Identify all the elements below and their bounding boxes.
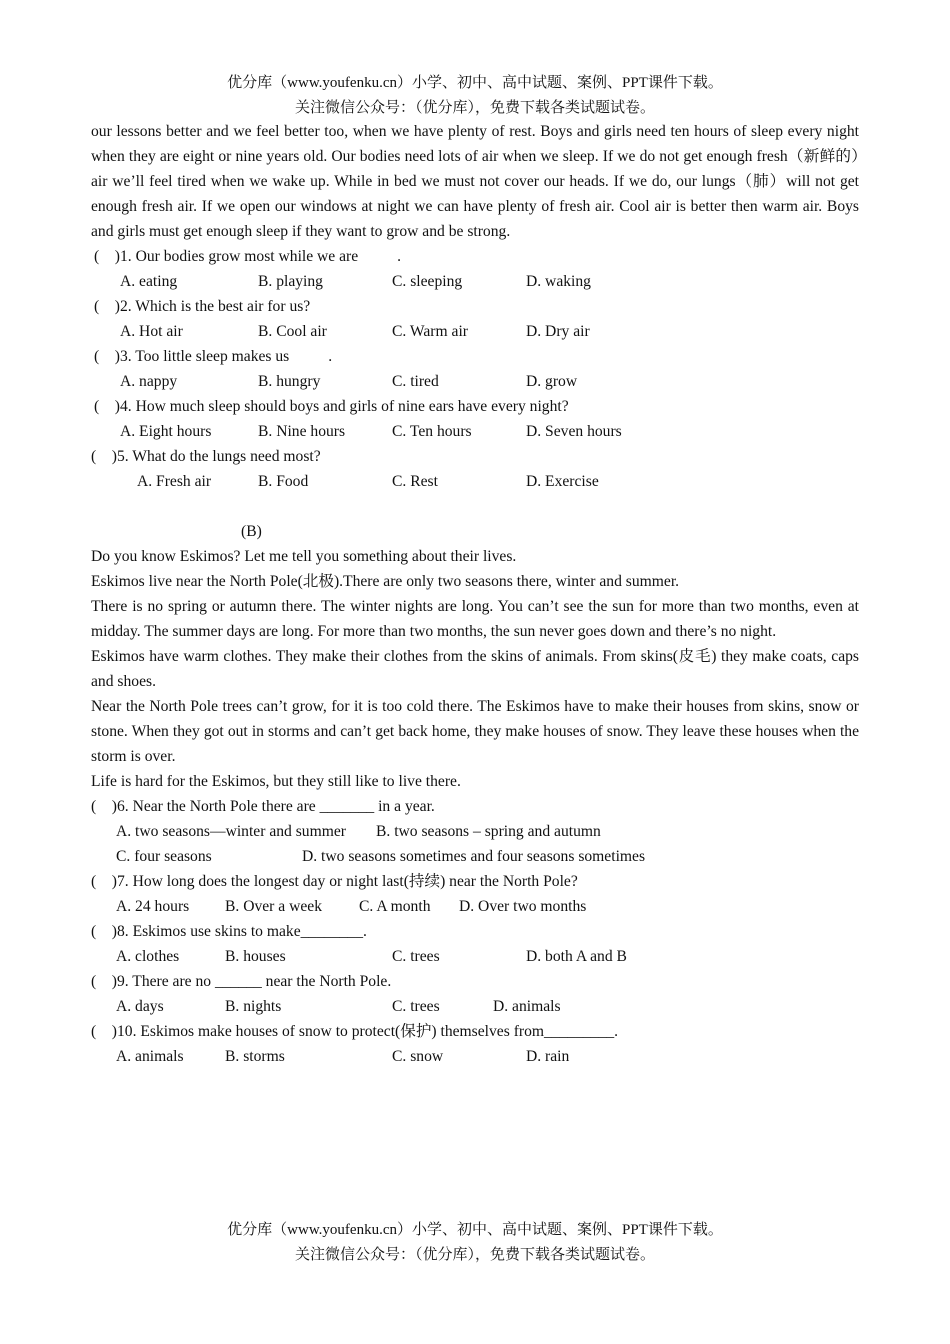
option-c: C. Ten hours (392, 423, 472, 440)
option-b: B. hungry (258, 373, 321, 390)
spacer (91, 494, 859, 519)
option-b: B. Food (258, 473, 309, 490)
option-a: A. eating (120, 273, 178, 290)
options (91, 994, 859, 1019)
option-c: C. A month (359, 898, 431, 915)
option-c: C. four seasons (116, 848, 212, 865)
question-text: ( )3. Too little sleep makes us . (94, 348, 333, 365)
options (91, 469, 859, 494)
question-text: ( )2. Which is the best air for us? (94, 298, 311, 315)
option-b: B. Cool air (258, 323, 327, 340)
option-a: A. Eight hours (120, 423, 212, 440)
option-a: A. Hot air (120, 323, 183, 340)
passage-a-text: our lessons better and we feel better too, when we have plenty of rest. Boys and girls need ten hours of sleep every night when they are eight or nine years old. Our bodies need lots of air when we sleep. If we do not get enough fresh（新鲜的）air we’ll feel tired when we wake up. While in bed we must not cover our heads. If we do, our lungs（肺）will not get enough fresh air. If we open our windows at night we can have plenty of fresh air. Cool air is better then warm air. Boys and girls must get enough sleep if they want to grow and be strong. (91, 123, 859, 240)
option-d: D. two seasons sometimes and four seasons sometimes (302, 848, 646, 865)
option-a: A. days (116, 998, 164, 1015)
option-c: C. sleeping (392, 273, 463, 290)
document-body (91, 119, 859, 1069)
options (91, 944, 859, 969)
passage-b-paragraph-5: Near the North Pole trees can’t grow, for it is too cold there. The Eskimos have to make their houses from skins, snow or stone. When they got out in storms and can’t get back home, they make houses of snow. They leave these houses when the storm is over. (91, 698, 859, 765)
option-b: B. playing (258, 273, 323, 290)
question-8 (91, 919, 859, 969)
option-b: B. nights (225, 998, 282, 1015)
question-text: ( )5. What do the lungs need most? (91, 448, 321, 465)
passage-b-paragraph-4: Eskimos have warm clothes. They make their clothes from the skins of animals. From skins(皮毛) they make coats, caps and shoes. (91, 648, 859, 690)
option-d: D. Exercise (526, 473, 599, 490)
options-row-2 (91, 844, 859, 869)
option-a: A. Fresh air (137, 473, 212, 490)
question-2 (91, 294, 859, 344)
question-text: ( )8. Eskimos use skins to make________. (91, 923, 367, 940)
passage-b-paragraph-3: There is no spring or autumn there. The winter nights are long. You can’t see the sun for more than two months, even at midday. The summer days are long. For more than two months, the sun never goes down and there’s no night. (91, 598, 859, 640)
option-a: A. clothes (116, 948, 180, 965)
page-header (0, 71, 950, 121)
question-6 (91, 794, 859, 869)
question-10 (91, 1019, 859, 1069)
question-text: ( )4. How much sleep should boys and girls of nine ears have every night? (94, 398, 569, 415)
option-d: D. waking (526, 273, 591, 290)
question-3 (91, 344, 859, 394)
option-d: D. Seven hours (526, 423, 622, 440)
option-d: D. Over two months (459, 898, 587, 915)
options (91, 1044, 859, 1069)
question-text: ( )10. Eskimos make houses of snow to protect(保护) themselves from_________. (91, 1023, 619, 1040)
options (91, 319, 859, 344)
option-d: D. grow (526, 373, 578, 390)
header-line-2: 关注微信公众号：（优分库），免费下载各类试题试卷。 (294, 100, 655, 116)
option-c: C. trees (392, 948, 440, 965)
option-b: B. houses (225, 948, 286, 965)
options (91, 419, 859, 444)
option-c: C. tired (392, 373, 439, 390)
option-d: D. rain (526, 1048, 570, 1065)
page-footer (0, 1218, 950, 1268)
passage-b-paragraph-1: Do you know Eskimos? Let me tell you something about their lives. (91, 548, 517, 565)
option-b: B. two seasons – spring and autumn (376, 823, 601, 840)
question-text: ( )9. There are no ______ near the North Pole. (91, 973, 392, 990)
option-d: D. animals (493, 998, 561, 1015)
question-text: ( )6. Near the North Pole there are _______ in a year. (91, 798, 435, 815)
option-a: A. two seasons—winter and summer (116, 823, 346, 840)
options (91, 369, 859, 394)
footer-line-1: 优分库（www.youfenku.cn）小学、初中、高中试题、案例、PPT课件下载。 (227, 1222, 723, 1238)
option-c: C. Warm air (392, 323, 468, 340)
option-c: C. Rest (392, 473, 438, 490)
question-1 (91, 244, 859, 294)
option-d: D. both A and B (526, 948, 627, 965)
passage-b-paragraph-6: Life is hard for the Eskimos, but they still like to live there. (91, 773, 461, 790)
option-c: C. snow (392, 1048, 444, 1065)
option-a: A. nappy (120, 373, 178, 390)
section-b-label: (B) (241, 523, 262, 540)
footer-line-2: 关注微信公众号：（优分库），免费下载各类试题试卷。 (294, 1247, 655, 1263)
question-9 (91, 969, 859, 1019)
question-text: ( )7. How long does the longest day or night last(持续) near the North Pole? (91, 873, 578, 890)
option-b: B. storms (225, 1048, 285, 1065)
question-7 (91, 869, 859, 919)
question-text: ( )1. Our bodies grow most while we are . (94, 248, 402, 265)
option-b: B. Nine hours (258, 423, 346, 440)
question-5 (91, 444, 859, 494)
question-4 (91, 394, 859, 444)
option-c: C. trees (392, 998, 440, 1015)
options (91, 894, 859, 919)
option-a: A. animals (116, 1048, 184, 1065)
options (91, 269, 859, 294)
option-a: A. 24 hours (116, 898, 190, 915)
passage-b-paragraph-2: Eskimos live near the North Pole(北极).There are only two seasons there, winter and summer. (91, 573, 680, 590)
option-b: B. Over a week (225, 898, 322, 915)
header-line-1: 优分库（www.youfenku.cn）小学、初中、高中试题、案例、PPT课件下载。 (227, 75, 723, 91)
options (91, 819, 859, 844)
option-d: D. Dry air (526, 323, 590, 340)
